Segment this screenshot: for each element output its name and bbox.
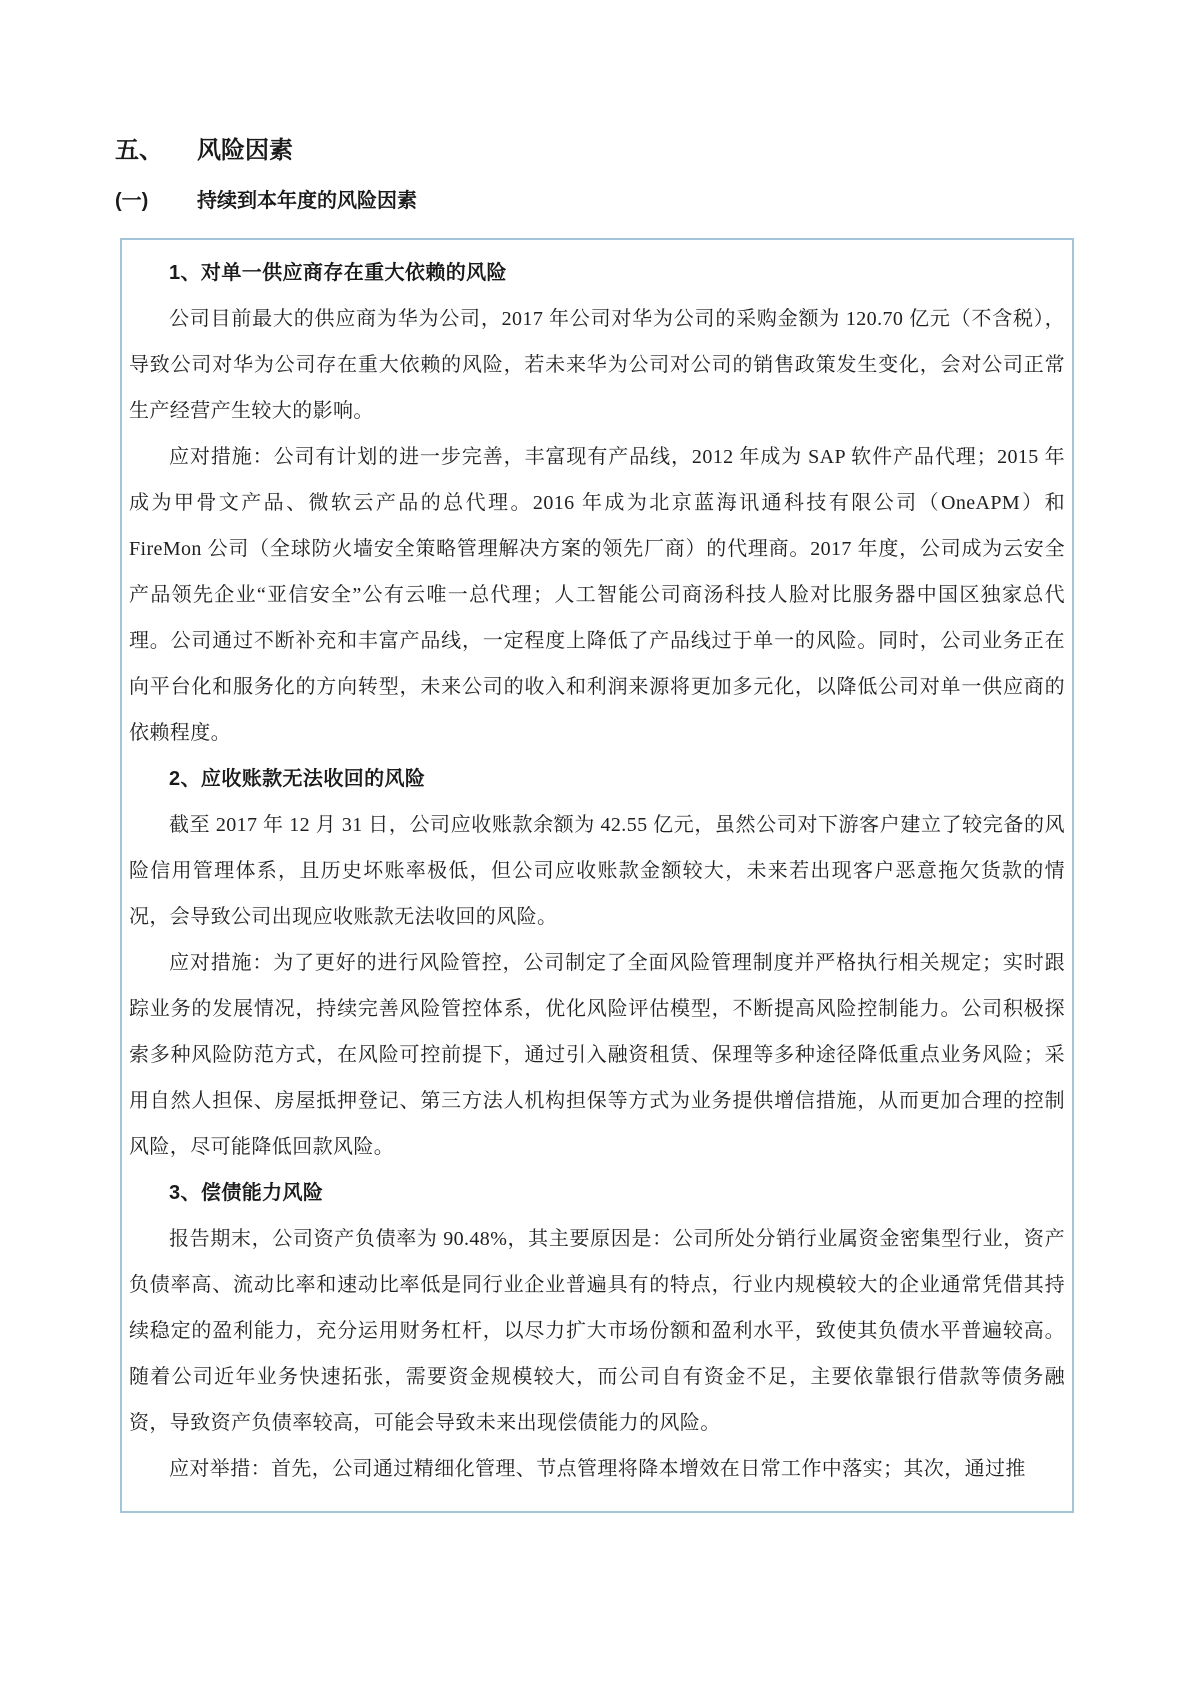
- risk-section-3-paragraph-1: 报告期末，公司资产负债率为 90.48%，其主要原因是：公司所处分销行业属资金密集型行业，资产负债率高、流动比率和速动比率低是同行业企业普遍具有的特点，行业内规模较大的企业通常凭借其持续稳定的盈利能力，充分运用财务杠杆，以尽力扩大市场份额和盈利水平，致使其负债水平普遍较高。随着公司近年业务快速拓张，需要资金规模较大，而公司自有资金不足，主要依靠银行借款等债务融资，导致资产负债率较高，可能会导致未来出现偿债能力的风险。: [129, 1228, 1065, 1434]
- section-number: 五、: [115, 137, 163, 164]
- risk-section-2-paragraph-2: 应对措施：为了更好的进行风险管控，公司制定了全面风险管理制度并严格执行相关规定；实时跟踪业务的发展情况，持续完善风险管控体系，优化风险评估模型，不断提高风险控制能力。公司积极探索多种风险防范方式，在风险可控前提下，通过引入融资租赁、保理等多种途径降低重点业务风险；采用自然人担保、房屋抵押登记、第三方法人机构担保等方式为业务提供增信措施，从而更加合理的控制风险，尽可能降低回款风险。: [129, 952, 1065, 1158]
- risk-factors-content: [122, 240, 1072, 1492]
- risk-section-2-heading: 2、应收账款无法收回的风险: [169, 768, 426, 790]
- risk-section-1-paragraph-2: 应对措施：公司有计划的进一步完善，丰富现有产品线，2012 年成为 SAP 软件产品代理；2015 年成为甲骨文产品、微软云产品的总代理。2016 年成为北京蓝海讯通科技有限公司（OneAPM）和 FireMon 公司（全球防火墙安全策略管理解决方案的领先厂商）的代理商。2017 年度，公司成为云安全产品领先企业“亚信安全”公有云唯一总代理；人工智能公司商汤科技人脸对比服务器中国区独家总代理。公司通过不断补充和丰富产品线，一定程度上降低了产品线过于单一的风险。同时，公司业务正在向平台化和服务化的方向转型，未来公司的收入和利润来源将更加多元化，以降低公司对单一供应商的依赖程度。: [129, 446, 1065, 744]
- risk-section-2-paragraph-1: 截至 2017 年 12 月 31 日，公司应收账款余额为 42.55 亿元，虽然公司对下游客户建立了较完备的风险信用管理体系，且历史坏账率极低，但公司应收账款金额较大，未来若出现客户恶意拖欠货款的情况，会导致公司出现应收账款无法收回的风险。: [129, 814, 1065, 928]
- risk-section-3-paragraph-2: 应对举措：首先，公司通过精细化管理、节点管理将降本增效在日常工作中落实；其次，通过推: [169, 1458, 1026, 1480]
- subsection-title: 持续到本年度的风险因素: [197, 190, 417, 212]
- risk-section-3-heading: 3、偿债能力风险: [169, 1182, 324, 1204]
- risk-factors-box: [120, 238, 1074, 1513]
- risk-section-1-heading: 1、对单一供应商存在重大依赖的风险: [169, 262, 507, 284]
- section-heading-row: [115, 130, 293, 165]
- risk-section-1-paragraph-1: 公司目前最大的供应商为华为公司，2017 年公司对华为公司的采购金额为 120.70 亿元（不含税），导致公司对华为公司存在重大依赖的风险，若未来华为公司对公司的销售政策发生变化，会对公司正常生产经营产生较大的影响。: [129, 308, 1065, 422]
- subsection-heading-row: [115, 184, 417, 213]
- page-title: 风险因素: [197, 137, 293, 164]
- subsection-number: (一): [115, 190, 149, 212]
